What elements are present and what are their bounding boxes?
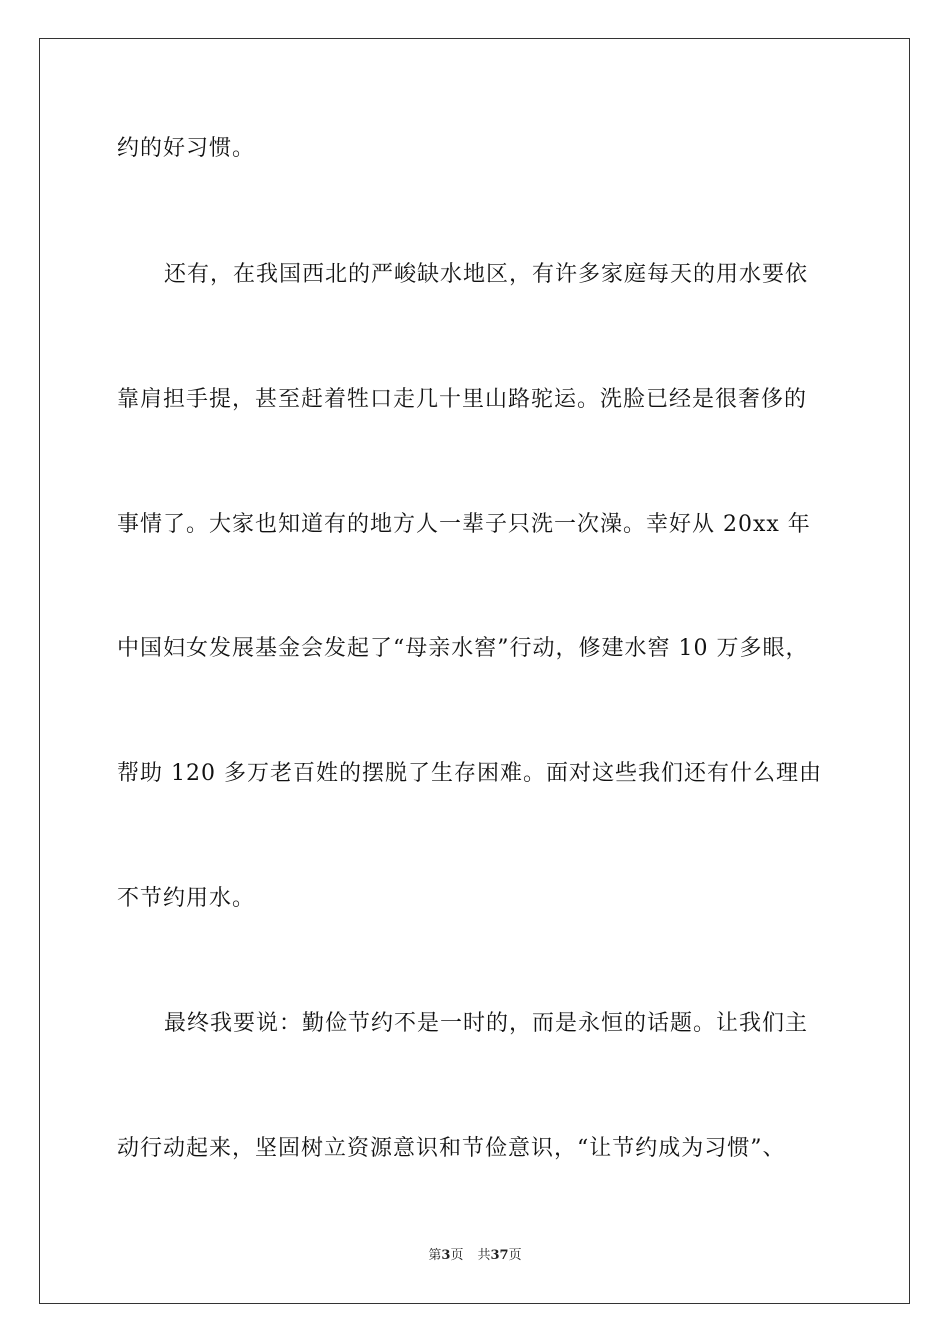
body-text-line: 事情了。大家也知道有的地方人一辈子只洗一次澡。幸好从 20xx 年: [117, 512, 811, 537]
total-pages-prefix: 共: [477, 1248, 491, 1263]
page-border: [39, 38, 910, 1304]
body-text-line: 动行动起来，坚固树立资源意识和节俭意识，“让节约成为习惯”、: [117, 1136, 786, 1161]
body-text-line: 中国妇女发展基金会发起了“母亲水窖”行动，修建水窖 10 万多眼，: [117, 636, 809, 661]
page-number-suffix: 页: [450, 1248, 464, 1263]
body-text-line: 还有，在我国西北的严峻缺水地区，有许多家庭每天的用水要依: [164, 262, 809, 287]
body-text-line: 最终我要说：勤俭节约不是一时的，而是永恒的话题。让我们主: [164, 1011, 809, 1036]
body-text-line: 约的好习惯。: [117, 136, 256, 161]
page-number-prefix: 第: [428, 1248, 442, 1263]
body-text-line: 靠肩担手提，甚至赶着牲口走几十里山路驼运。洗脸已经是很奢侈的: [117, 387, 808, 412]
total-pages: 37: [490, 1248, 509, 1263]
body-text-line: 帮助 120 多万老百姓的摆脱了生存困难。面对这些我们还有什么理由: [117, 761, 822, 786]
total-pages-suffix: 页: [508, 1248, 522, 1263]
body-text-line: 不节约用水。: [117, 886, 256, 911]
page-number: 3: [441, 1248, 451, 1263]
page-footer: [0, 1248, 950, 1264]
